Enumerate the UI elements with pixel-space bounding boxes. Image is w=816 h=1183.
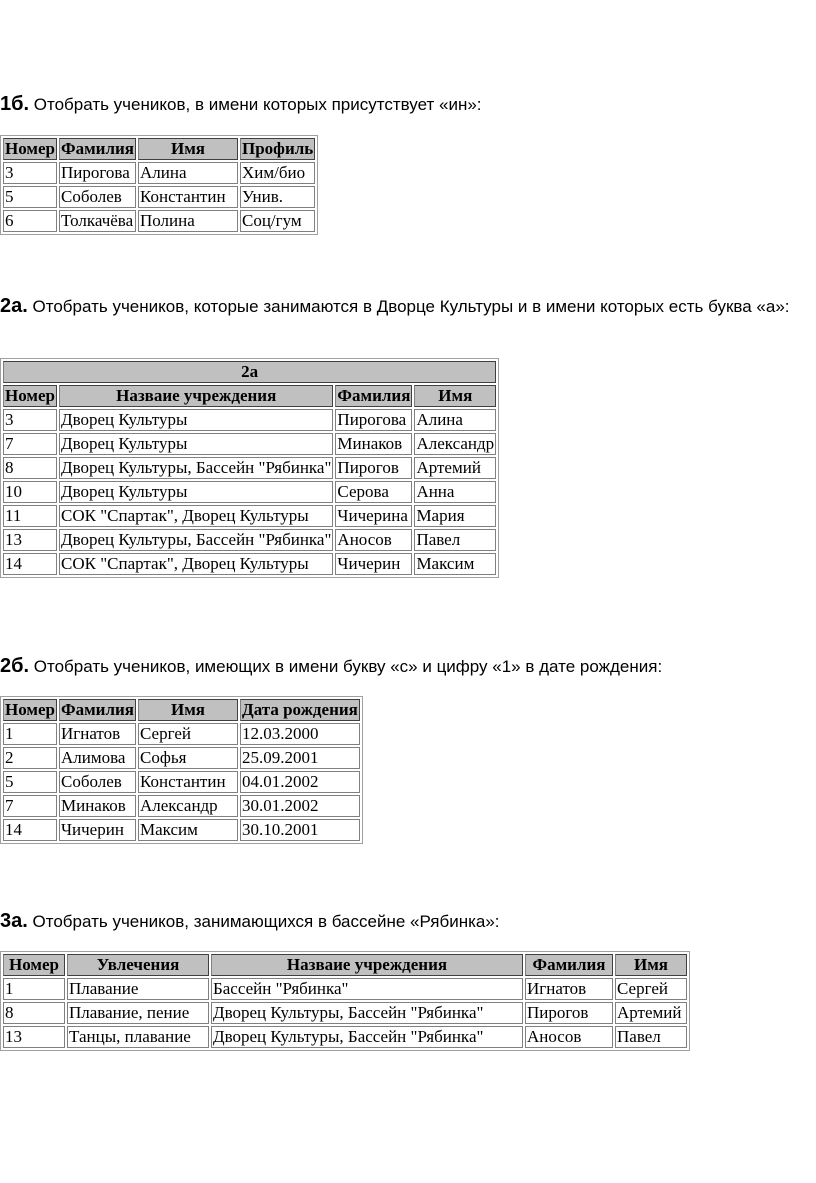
column-header: Назваие учреждения <box>211 954 523 976</box>
task-number: 2б. <box>0 655 30 677</box>
table-caption-row <box>3 361 496 383</box>
table-row <box>3 162 315 184</box>
table-row <box>3 723 360 745</box>
table-cell: Дворец Культуры, Бассейн "Рябинка" <box>211 1026 523 1048</box>
table-cell: 30.10.2001 <box>240 819 360 841</box>
column-header: Фамилия <box>60 139 134 158</box>
table-cell: 11 <box>3 505 57 527</box>
task-number: 3а. <box>0 910 28 932</box>
table-cell: 3 <box>3 409 57 431</box>
table-cell: Максим <box>414 553 496 575</box>
table-cell: 5 <box>3 186 57 208</box>
table-row <box>3 819 360 841</box>
column-header: Профиль <box>242 139 314 158</box>
table-row <box>3 409 496 431</box>
table-cell: Аносов <box>525 1026 613 1048</box>
table-cell: 13 <box>3 529 57 551</box>
table-cell: 1 <box>3 978 65 1000</box>
task-2b-text <box>0 653 800 680</box>
table-cell: 8 <box>3 1002 65 1024</box>
table-cell: Толкачёва <box>59 210 136 232</box>
table-cell: 3 <box>3 162 57 184</box>
table-cell: Хим/био <box>240 162 315 184</box>
column-header: Имя <box>414 385 496 407</box>
table-cell: Дворец Культуры <box>59 409 333 431</box>
table-cell: 7 <box>3 433 57 455</box>
table-row <box>3 978 687 1000</box>
table-cell: Минаков <box>335 433 412 455</box>
column-header: Назваие учреждения <box>59 385 333 407</box>
task-number: 1б. <box>0 93 30 115</box>
table-cell: 04.01.2002 <box>240 771 360 793</box>
table-cell: Серова <box>335 481 412 503</box>
table-header-row <box>3 954 687 976</box>
table-cell: Минаков <box>59 795 136 817</box>
column-header: Имя <box>615 954 687 976</box>
table-cell: Чичерин <box>335 553 412 575</box>
column-header: Номер <box>5 386 55 405</box>
table-cell: Мария <box>414 505 496 527</box>
task-description: Отобрать учеников, в имени которых присутствует «ин»: <box>29 95 482 114</box>
table-1b <box>0 135 318 235</box>
table-cell: Игнатов <box>59 723 136 745</box>
table-cell: Александр <box>416 434 495 453</box>
table-row <box>3 481 496 503</box>
task-description: Отобрать учеников, которые занимаются в Дворце Культуры и в имени которых есть буква «а»: <box>27 297 790 316</box>
table-cell: Алина <box>414 409 496 431</box>
table-cell: Дворец Культуры, Бассейн "Рябинка" <box>60 530 332 549</box>
table-cell: 30.01.2002 <box>240 795 360 817</box>
table-cell: 10 <box>3 481 57 503</box>
table-cell: Анна <box>414 481 496 503</box>
table-row <box>3 433 496 455</box>
table-row <box>3 186 315 208</box>
table-caption: 2а <box>3 361 496 383</box>
table-2a <box>0 358 499 578</box>
table-header-row <box>3 138 315 160</box>
table-cell: Павел <box>414 529 496 551</box>
column-header: Имя <box>138 699 238 721</box>
table-cell: Максим <box>138 819 238 841</box>
task-number: 2а. <box>0 295 28 317</box>
column-header: Дата рождения <box>242 700 358 719</box>
table-cell: 13 <box>3 1026 65 1048</box>
table-row <box>3 771 360 793</box>
table-row <box>3 529 496 551</box>
task-1b-text <box>0 91 800 118</box>
task-3a-text <box>0 908 800 935</box>
table-cell: Константин <box>138 771 238 793</box>
table-cell: 8 <box>3 457 57 479</box>
table-cell: Константин <box>138 186 238 208</box>
table-cell: Плавание <box>67 978 209 1000</box>
table-cell: Александр <box>138 795 238 817</box>
table-cell: Софья <box>138 747 238 769</box>
column-header: Фамилия <box>525 954 613 976</box>
table-cell: 14 <box>3 819 57 841</box>
table-row <box>3 1026 687 1048</box>
table-3a <box>0 951 690 1051</box>
table-cell: Артемий <box>615 1002 687 1024</box>
table-cell: СОК "Спартак", Дворец Культуры <box>59 553 333 575</box>
table-cell: Танцы, плавание <box>67 1026 209 1048</box>
table-row <box>3 747 360 769</box>
table-row <box>3 795 360 817</box>
table-cell: Пирогова <box>335 409 412 431</box>
column-header: Номер <box>3 954 65 976</box>
table-2b <box>0 696 363 844</box>
table-cell: 12.03.2000 <box>240 723 360 745</box>
table-header-row <box>3 385 496 407</box>
column-header: Увлечения <box>67 954 209 976</box>
table-cell: Артемий <box>414 457 496 479</box>
table-cell: Пирогова <box>59 162 136 184</box>
table-cell: Соболев <box>59 771 136 793</box>
table-row <box>3 505 496 527</box>
task-description: Отобрать учеников, имеющих в имени букву «с» и цифру «1» в дате рождения: <box>29 657 663 676</box>
table-cell: 5 <box>3 771 57 793</box>
table-cell: Соц/гум <box>240 210 315 232</box>
table-cell: СОК "Спартак", Дворец Культуры <box>59 505 333 527</box>
table-cell: Игнатов <box>525 978 613 1000</box>
table-row <box>3 457 496 479</box>
table-cell: 7 <box>3 795 57 817</box>
task-2a-text <box>0 293 800 320</box>
table-cell: Дворец Культуры, Бассейн "Рябинка" <box>60 458 332 477</box>
table-cell: 6 <box>3 210 57 232</box>
table-cell: Бассейн "Рябинка" <box>211 978 523 1000</box>
table-cell: Унив. <box>240 186 315 208</box>
table-cell: Полина <box>138 210 238 232</box>
task-description: Отобрать учеников, занимающихся в бассейне «Рябинка»: <box>27 912 500 931</box>
table-header-row <box>3 699 360 721</box>
column-header: Имя <box>138 138 238 160</box>
table-cell: Сергей <box>615 978 687 1000</box>
table-cell: Плавание, пение <box>67 1002 209 1024</box>
column-header: Фамилия <box>60 700 134 719</box>
table-cell: 1 <box>3 723 57 745</box>
table-cell: Дворец Культуры, Бассейн "Рябинка" <box>211 1002 523 1024</box>
table-cell: 14 <box>3 553 57 575</box>
table-row <box>3 1002 687 1024</box>
table-cell: Соболев <box>59 186 136 208</box>
table-cell: 25.09.2001 <box>240 747 360 769</box>
table-row <box>3 553 496 575</box>
table-cell: Алина <box>138 162 238 184</box>
table-cell: Пирогов <box>335 457 412 479</box>
table-cell: Аносов <box>335 529 412 551</box>
table-cell: 2 <box>3 747 57 769</box>
table-cell: Павел <box>615 1026 687 1048</box>
column-header: Номер <box>5 700 55 719</box>
table-cell: Пирогов <box>525 1002 613 1024</box>
column-header: Фамилия <box>337 386 411 405</box>
column-header: Номер <box>5 139 55 158</box>
table-cell: Алимова <box>59 747 136 769</box>
table-cell: Чичерин <box>59 819 136 841</box>
table-cell: Сергей <box>138 723 238 745</box>
table-cell: Дворец Культуры <box>59 481 333 503</box>
table-cell: Чичерина <box>335 505 412 527</box>
table-row <box>3 210 315 232</box>
table-cell: Дворец Культуры <box>59 433 333 455</box>
